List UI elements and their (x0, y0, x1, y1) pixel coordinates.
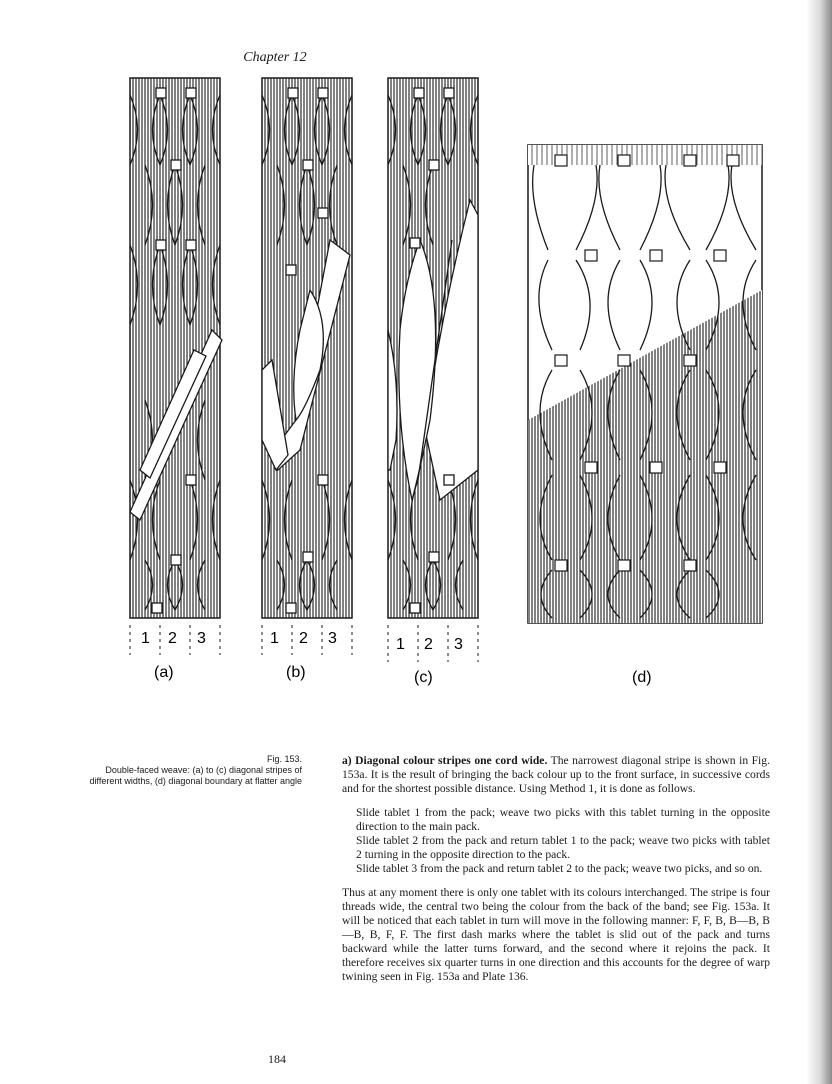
panel-b-cord-1: 1 (270, 630, 279, 647)
panel-a-cord-2: 2 (168, 630, 177, 647)
page-number: 184 (268, 1052, 286, 1066)
instruction-steps (356, 806, 770, 876)
step-3: Slide tablet 3 from the pack and return tablet 2 to the pack; weave two picks, and so on. (356, 862, 763, 875)
paragraph-2: Thus at any moment there is only one tablet with its colours interchanged. The stripe is four threads wide, the central two being the colour from the back of the band; see Fig. 153a. It will be noticed that each tablet in turn will move in the following manner: F, F, B, B—B, B—B, B, F, F. The first dash marks where the tablet is slid out of the pack and turns backward while the latter turns forward, and the second where it rejoins the pack. It therefore receives six quarter turns in one direction and this accounts for the degree of warp twining seen in Fig. 153a and Plate 136. (342, 886, 770, 983)
panel-c-band (388, 78, 478, 618)
panel-a-cord-1: 1 (141, 630, 150, 647)
step-1: Slide tablet 1 from the pack; weave two picks with this tablet turning in the opposite direction to the main pack. (356, 806, 770, 833)
body-text (342, 754, 770, 994)
figure-number: Fig. 153. (266, 754, 302, 764)
paragraph-1-text: The narrowest diagonal stripe is shown in Fig. 153a. It is the result of bringing the back colour up to the front surface, in successive cords and for the shortest possible distance. Using Method 1, it is done as follows. (342, 754, 770, 795)
panel-c-cord-3: 3 (454, 636, 463, 653)
section-heading: a) Diagonal colour stripes one cord wide. (342, 754, 548, 767)
panel-d-label: (d) (632, 669, 652, 686)
panel-c-cord-2: 2 (424, 636, 433, 653)
panel-b-label: (b) (286, 664, 306, 681)
caption-text: Double-faced weave: (a) to (c) diagonal stripes of different widths, (d) diagonal boundary at flatter angle (89, 765, 302, 786)
panel-c-label: (c) (414, 669, 433, 686)
step-2: Slide tablet 2 from the pack and return tablet 1 to the pack; weave two picks with tablet 2 turning in the opposite direction to the pack. (356, 834, 770, 861)
paragraph-1 (342, 754, 770, 796)
chapter-header: Chapter 12 (243, 50, 307, 65)
panel-a-band (130, 78, 222, 618)
panel-a-label: (a) (154, 664, 174, 681)
panel-b-band (262, 78, 352, 618)
panel-b-cord-2: 2 (299, 630, 308, 647)
panel-b-cord-3: 3 (328, 630, 337, 647)
panel-d-band (528, 145, 762, 623)
panel-a-cord-3: 3 (197, 630, 206, 647)
figure-caption (80, 754, 302, 787)
panel-c-cord-1: 1 (396, 636, 405, 653)
